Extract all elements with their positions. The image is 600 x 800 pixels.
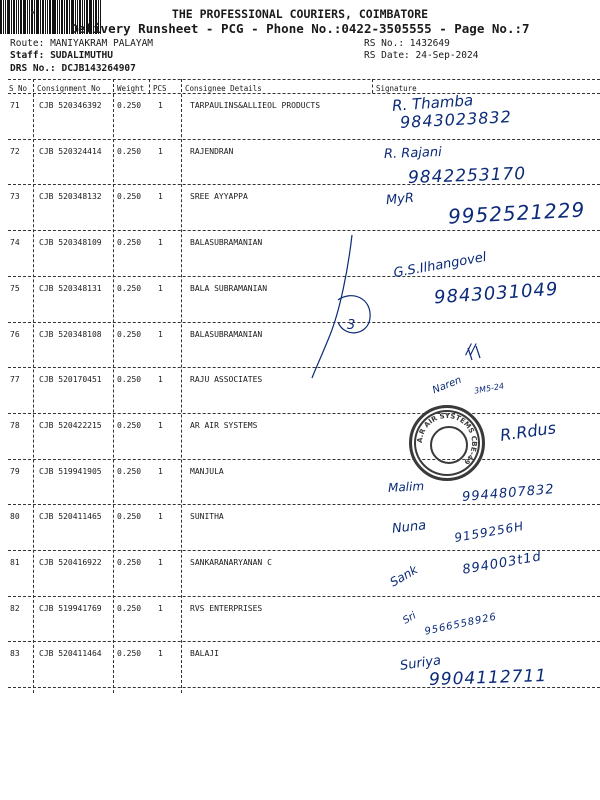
consignment-number: CJB 520324414 xyxy=(39,146,102,156)
signature-name: Nuna xyxy=(391,518,427,537)
svg-text:A.R AIR SYSTEMS CBE-49 xyxy=(416,412,478,466)
weight-value: 0.250 xyxy=(117,603,142,613)
weight-value: 0.250 xyxy=(117,192,142,202)
consignee-name: BALASUBRAMANIAN xyxy=(190,238,263,248)
weight-value: 0.250 xyxy=(117,558,142,567)
consignment-number: CJB 520411465 xyxy=(39,512,102,522)
consignment-number: CJB 520422215 xyxy=(39,420,102,430)
consignment-number: CJB 520348108 xyxy=(39,329,102,339)
signature-name: R. Thamba xyxy=(391,91,474,115)
serial-number: 79 xyxy=(10,466,20,476)
ditto-mark: // xyxy=(466,342,476,358)
weight-value: 0.250 xyxy=(117,101,142,110)
serial-number: 73 xyxy=(10,192,20,202)
bracket-stroke xyxy=(312,235,352,378)
consignee-name: MANJULA xyxy=(190,466,224,476)
bracket-mark: 3 xyxy=(347,318,356,333)
company-stamp xyxy=(409,405,485,481)
consignee-name: SUNITHA xyxy=(190,512,224,522)
consignee-name: AR AIR SYSTEMS xyxy=(190,420,258,430)
number-note: 3M5-24 xyxy=(473,381,505,396)
rs-date-value: 24-Sep-2024 xyxy=(415,50,479,61)
signature-phone: 9904112711 xyxy=(428,665,548,691)
pieces-count: 1 xyxy=(158,649,163,659)
pieces-count: 1 xyxy=(158,238,163,248)
signature-name: G.S.Ilhangovel xyxy=(392,249,488,282)
pieces-count: 1 xyxy=(158,192,163,202)
weight-value: 0.250 xyxy=(117,420,142,430)
serial-number: 76 xyxy=(10,329,20,339)
weight-value: 0.250 xyxy=(117,649,142,659)
weight-value: 0.250 xyxy=(117,283,142,293)
company-name: THE PROFESSIONAL COURIERS, COIMBATORE xyxy=(171,7,429,21)
consignee-name: BALASUBRAMANIAN xyxy=(190,329,263,339)
staff-value: SUDALIMUTHU xyxy=(50,50,113,61)
consignee-name: TARPAULINS&ALLIEOL PRODUCTS xyxy=(190,101,321,110)
col-weight: Weight xyxy=(117,84,145,93)
signature-name: Malim xyxy=(387,479,425,495)
signature-name: Naren xyxy=(431,374,464,397)
consignee-name: SREE AYYAPPA xyxy=(190,192,248,202)
col-consignee: Consignee Details xyxy=(185,84,262,93)
route-value: MANIYAKRAM PALAYAM xyxy=(50,38,154,49)
signature-phone: 9843023832 xyxy=(399,107,513,132)
consignment-number: CJB 520411464 xyxy=(39,649,102,659)
col-sno: S No xyxy=(9,84,28,93)
signature-name: MyR xyxy=(385,190,415,209)
pieces-count: 1 xyxy=(158,512,163,522)
rs-no-value: 1432649 xyxy=(409,38,450,49)
serial-number: 71 xyxy=(10,101,20,110)
signature-phone: 9843031049 xyxy=(433,278,560,309)
signature-name: R. Rajani xyxy=(383,144,442,163)
weight-value: 0.250 xyxy=(117,329,142,339)
signature-phone: 9159256H xyxy=(453,518,526,546)
col-pcs: PCS xyxy=(153,84,167,93)
serial-number: 75 xyxy=(10,283,20,293)
consignment-number: CJB 520416922 xyxy=(39,558,102,567)
serial-number: 81 xyxy=(10,558,20,567)
serial-number: 83 xyxy=(10,649,20,659)
weight-value: 0.250 xyxy=(117,146,142,156)
col-signature: Signature xyxy=(376,84,417,93)
consignment-number: CJB 520348109 xyxy=(39,238,102,248)
pieces-count: 1 xyxy=(158,329,163,339)
serial-number: 77 xyxy=(10,375,20,385)
pieces-count: 1 xyxy=(158,466,163,476)
consignment-number: CJB 520346392 xyxy=(39,101,102,110)
signature-name: Suriya xyxy=(399,653,442,674)
consignment-number: CJB 519941769 xyxy=(39,603,102,613)
consignment-number: CJB 520170451 xyxy=(39,375,102,385)
rs-no-label: RS No.: xyxy=(364,38,405,49)
pieces-count: 1 xyxy=(158,603,163,613)
signature-name: R.Rdus xyxy=(498,418,558,445)
drs-value: DCJB143264907 xyxy=(61,63,136,74)
pieces-count: 1 xyxy=(158,375,163,385)
consignee-name: SANKARANARYANAN C xyxy=(190,558,272,567)
weight-value: 0.250 xyxy=(117,466,142,476)
stamp-text-ring xyxy=(412,408,482,478)
pieces-count: 1 xyxy=(158,283,163,293)
weight-value: 0.250 xyxy=(117,375,142,385)
signature-name: Sri xyxy=(401,610,419,627)
consignee-name: RAJU ASSOCIATES xyxy=(190,375,263,385)
signature-phone: 9842253170 xyxy=(407,163,527,189)
consignee-name: BALAJI xyxy=(190,649,219,659)
serial-number: 78 xyxy=(10,420,20,430)
consignee-name: RAJENDRAN xyxy=(190,146,234,156)
weight-value: 0.250 xyxy=(117,238,142,248)
consignment-number: CJB 520348131 xyxy=(39,283,102,293)
serial-number: 72 xyxy=(10,146,20,156)
weight-value: 0.250 xyxy=(117,512,142,522)
signature-phone: 9944807832 xyxy=(461,481,556,506)
consignment-number: CJB 519941905 xyxy=(39,466,102,476)
pieces-count: 1 xyxy=(158,558,163,567)
signature-phone: 9952521229 xyxy=(447,197,586,229)
pieces-count: 1 xyxy=(158,146,163,156)
serial-number: 80 xyxy=(10,512,20,522)
serial-number: 82 xyxy=(10,603,20,613)
signature-phone: 9566558926 xyxy=(423,611,498,638)
consignee-name: BALA SUBRAMANIAN xyxy=(190,283,268,293)
pieces-count: 1 xyxy=(158,101,163,110)
consignment-number: CJB 520348132 xyxy=(39,192,102,202)
stamp-text: A.R AIR SYSTEMS CBE-49 xyxy=(415,411,479,466)
signature-phone: 894003t1d xyxy=(461,549,543,578)
runsheet-title: Delivery Runsheet - PCG - Phone No.:0422-3505555 - Page No.:7 xyxy=(70,21,530,36)
staff-label: Staff: xyxy=(10,50,45,61)
serial-number: 74 xyxy=(10,238,20,248)
signature-name: Sank xyxy=(387,562,421,590)
col-consignment: Consignment No xyxy=(37,84,101,93)
rs-date-label: RS Date: xyxy=(364,50,410,61)
route-label: Route: xyxy=(10,38,45,49)
drs-label: DRS No.: xyxy=(10,63,56,74)
consignee-name: RVS ENTERPRISES xyxy=(190,603,263,613)
pieces-count: 1 xyxy=(158,420,163,430)
